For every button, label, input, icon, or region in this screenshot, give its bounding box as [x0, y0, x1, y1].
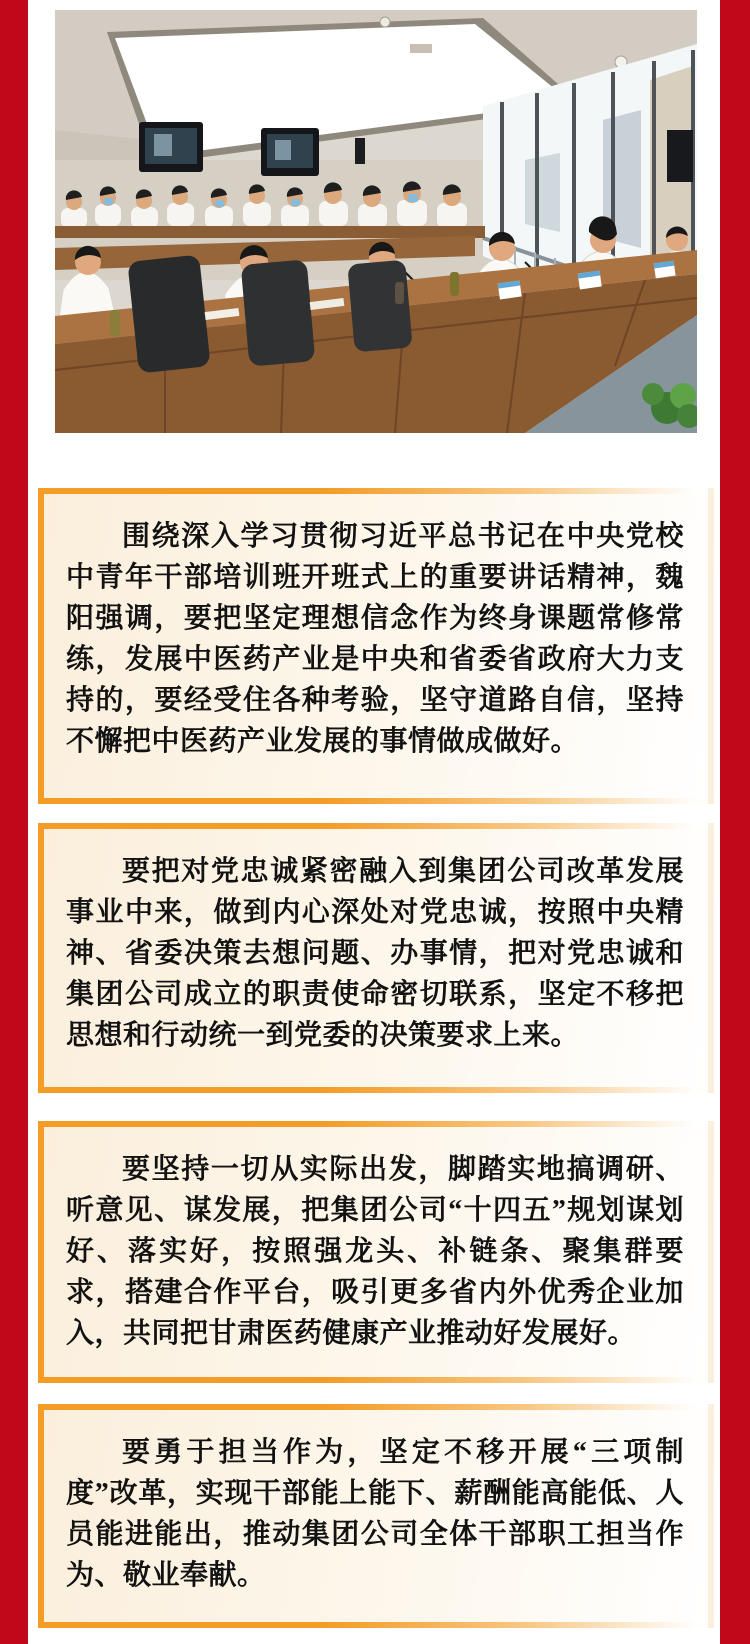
- ceiling-vent: [410, 44, 432, 53]
- downlight: [380, 17, 390, 27]
- building-far: [525, 153, 560, 232]
- paragraph-text-3: 要坚持一切从实际出发，脚踏实地搞调研、听意见、谋发展，把集团公司“十四五”规划谋划好、落实好，按照强龙头、补链条、聚集群要求，搭建合作平台，吸引更多省内外优秀企业加入，共同把甘肃医药健康产业推动好发展好。: [66, 1154, 684, 1349]
- paragraph-text-1: 围绕深入学习贯彻习近平总书记在中央党校中青年干部培训班开班式上的重要讲话精神，魏阳强调，要把坚定理想信念作为终身课题常修常练，发展中医药产业是中央和省委省政府大力支持的，要经受住各种考验，坚守道路自信，坚持不懈把中医药产业发展的事情做成做好。: [66, 521, 684, 757]
- highlight-paragraph-4: [38, 1404, 714, 1628]
- left-red-stripe: [0, 0, 28, 1644]
- meeting-photo-illustration: [55, 10, 697, 433]
- paragraph-text-2: 要把对党忠诚紧密融入到集团公司改革发展事业中来，做到内心深处对党忠诚，按照中央精神、省委决策去想问题、办事情，把对党忠诚和集团公司成立的职责使命密切联系，坚定不移把思想和行动统一到党委的决策要求上来。: [66, 856, 684, 1051]
- paragraph-text-4: 要勇于担当作为，坚定不移开展“三项制度”改革，实现干部能上能下、薪酬能高能低、人员能进能出，推动集团公司全体干部职工担当作为、敬业奉献。: [66, 1437, 684, 1591]
- highlight-paragraph-2: [38, 823, 714, 1093]
- right-red-stripe: [720, 0, 750, 1644]
- highlight-paragraph-1: [38, 488, 714, 804]
- meeting-photo[interactable]: [55, 10, 697, 433]
- highlight-paragraph-3: [38, 1121, 714, 1383]
- desk-row-far: [55, 226, 485, 238]
